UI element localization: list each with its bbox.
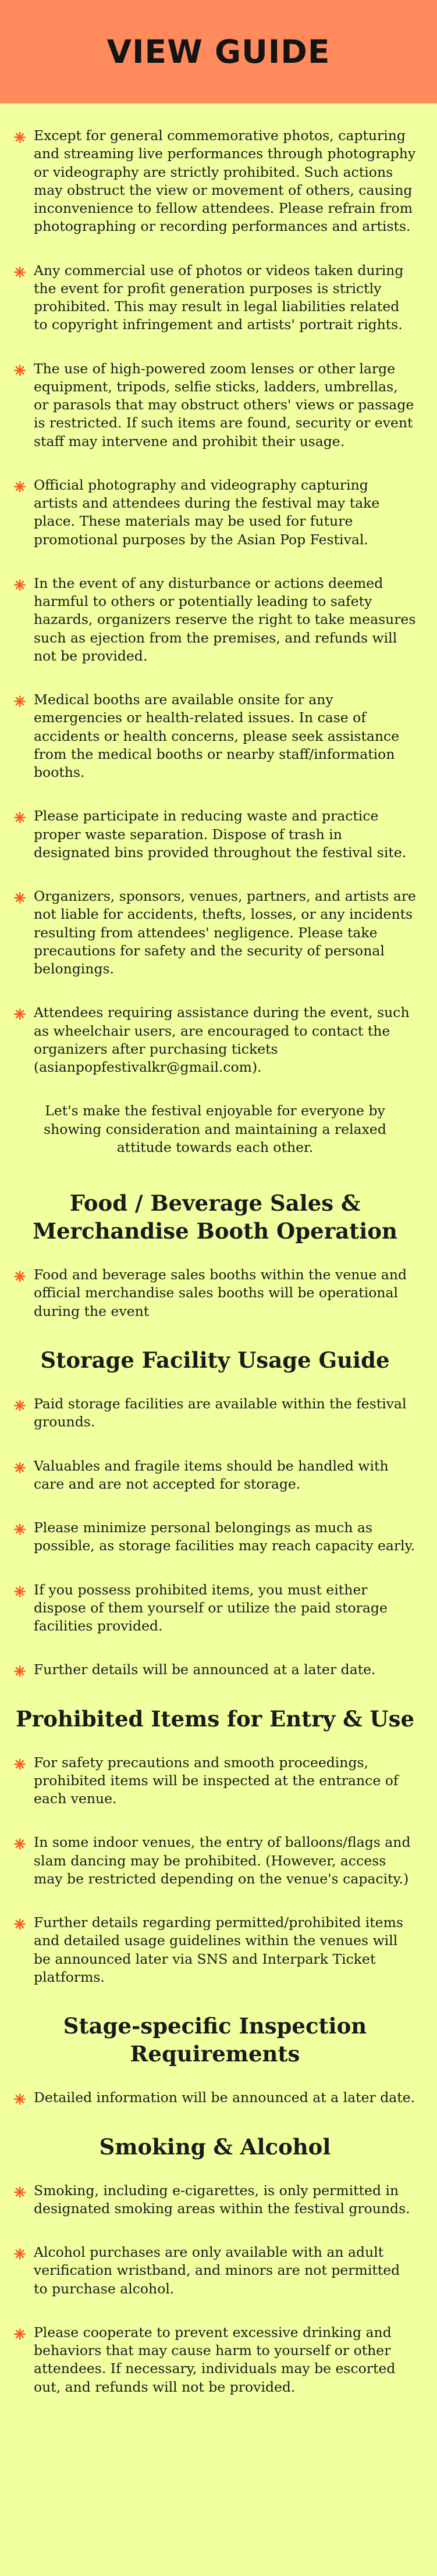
list-item-text: For safety precautions and smooth proceedings, prohibited items will be inspected at the entrance of each venue. bbox=[34, 1754, 399, 1807]
list-item-text: Please cooperate to prevent excessive drinking and behaviors that may cause harm to yourself or other attendees. If necessary, individuals may be escorted out, and refunds will not be provided. bbox=[34, 2324, 396, 2395]
closing-message: Let's make the festival enjoyable for everyone by showing consideration and maintaining a relaxed attitude towards each other. bbox=[44, 1103, 386, 1155]
section-list bbox=[14, 1395, 416, 1679]
list-item bbox=[14, 575, 416, 665]
section-list bbox=[14, 2182, 416, 2396]
list-item bbox=[14, 1754, 416, 1808]
list-item-text: In the event of any disturbance or actions deemed harmful to others or potentially leading to safety hazards, organizers reserve the right to take measures such as ejection from the premises, and refunds will not be provided. bbox=[34, 575, 416, 664]
list-item-text: Attendees requiring assistance during the event, such as wheelchair users, are encouraged to contact the organizers after purchasing tickets (asianpopfestivalkr@gmail.com). bbox=[34, 1004, 410, 1075]
list-item bbox=[14, 127, 416, 236]
section-heading: Storage Facility Usage Guide bbox=[40, 1347, 390, 1373]
asterisk-flower-icon bbox=[14, 2093, 26, 2105]
asterisk-flower-icon bbox=[14, 1008, 26, 1020]
list-item-text: Except for general commemorative photos, capturing and streaming live performances through photography or videography are strictly prohibited. Such actions may obstruct the view or movement of others, causing inconvenience to fellow attendees. Please refrain from photographing or recording performances and artists. bbox=[34, 127, 416, 235]
list-item bbox=[14, 2243, 416, 2298]
section-list bbox=[14, 1754, 416, 1987]
guide-section bbox=[14, 2133, 416, 2396]
list-item-text: Official photography and videography capturing artists and attendees during the festival may take place. These materials may be used for future promotional purposes by the Asian Pop Festival. bbox=[34, 476, 380, 548]
list-item-text: Any commercial use of photos or videos taken during the event for profit generation purposes is strictly prohibited. This may result in legal liabilities related to copyright infringement and artists' portrait rights. bbox=[34, 262, 404, 333]
list-item-text: Further details regarding permitted/prohibited items and detailed usage guidelines within the venues will be announced later via SNS and Interpark Ticket platforms. bbox=[34, 1914, 403, 1985]
list-item bbox=[14, 1914, 416, 1986]
list-item bbox=[14, 1004, 416, 1076]
asterisk-flower-icon bbox=[14, 1665, 26, 1677]
section-heading: Smoking & Alcohol bbox=[99, 2133, 331, 2160]
guide-section bbox=[14, 2012, 416, 2107]
list-item bbox=[14, 262, 416, 334]
asterisk-flower-icon bbox=[14, 812, 26, 823]
list-item bbox=[14, 1266, 416, 1321]
view-guide-list bbox=[14, 127, 416, 1076]
list-item bbox=[14, 691, 416, 782]
asterisk-flower-icon bbox=[14, 266, 26, 278]
list-item-text: Alcohol purchases are only available with an adult verification wristband, and minors are not permitted to purchase alcohol. bbox=[34, 2244, 400, 2297]
asterisk-flower-icon bbox=[14, 695, 26, 707]
list-item-text: Valuables and fragile items should be handled with care and are not accepted for storage. bbox=[34, 1457, 389, 1492]
asterisk-flower-icon bbox=[14, 1586, 26, 1597]
list-item-text: Paid storage facilities are available within the festival grounds. bbox=[34, 1396, 407, 1430]
list-item-text: The use of high-powered zoom lenses or other large equipment, tripods, selfie sticks, ladders, umbrellas, or parasols that may obstruct others' views or passage is restricted. If such items are found, security or event staff may intervene and prohibit their usage. bbox=[34, 360, 414, 449]
guide-section bbox=[14, 1346, 416, 1679]
list-item-text: In some indoor venues, the entry of balloons/flags and slam dancing may be prohibited. (However, access may be restricted depending on the venue's capacity.) bbox=[34, 1834, 411, 1887]
list-item-text: Further details will be announced at a later date. bbox=[34, 1661, 376, 1678]
list-item-text: If you possess prohibited items, you must either dispose of them yourself or utilize the paid storage facilities provided. bbox=[34, 1581, 388, 1635]
guide-sections bbox=[14, 1189, 416, 2396]
asterisk-flower-icon bbox=[14, 1271, 26, 1282]
guide-content bbox=[0, 104, 437, 2396]
list-item-text: Please minimize personal belongings as much as possible, as storage facilities may reach capacity early. bbox=[34, 1519, 415, 1554]
list-item-text: Smoking, including e-cigarettes, is only permitted in designated smoking areas within the festival grounds. bbox=[34, 2182, 410, 2217]
list-item bbox=[14, 1457, 416, 1494]
list-item bbox=[14, 360, 416, 451]
list-item bbox=[14, 1661, 416, 1679]
list-item bbox=[14, 887, 416, 978]
page-title: VIEW GUIDE bbox=[106, 33, 331, 70]
list-item bbox=[14, 476, 416, 549]
list-item bbox=[14, 2324, 416, 2396]
list-item-text: Please participate in reducing waste and practice proper waste separation. Dispose of trash in designated bins provided throughout the festival site. bbox=[34, 808, 407, 861]
list-item-text: Organizers, sponsors, venues, partners, and artists are not liable for accidents, thefts, losses, or any incidents resulting from attendees' negligence. Please take precautions for safety and the security of personal belongings. bbox=[34, 888, 416, 977]
asterisk-flower-icon bbox=[14, 1400, 26, 1411]
list-item-text: Medical booths are available onsite for any emergencies or health-related issues. In case of accidents or health concerns, please seek assistance from the medical booths or nearby staff/information booths. bbox=[34, 691, 400, 780]
guide-section bbox=[14, 1705, 416, 1987]
section-heading: Food / Beverage Sales & Merchandise Booth Operation bbox=[33, 1190, 397, 1244]
list-item bbox=[14, 1581, 416, 1636]
asterisk-flower-icon bbox=[14, 2248, 26, 2260]
list-item bbox=[14, 1519, 416, 1555]
list-item bbox=[14, 2089, 416, 2107]
section-heading: Stage-specific Inspection Requirements bbox=[63, 2013, 367, 2067]
list-item bbox=[14, 2182, 416, 2218]
asterisk-flower-icon bbox=[14, 131, 26, 143]
section-list bbox=[14, 2089, 416, 2107]
list-item-text: Food and beverage sales booths within the venue and official merchandise sales booths will be operational during the event bbox=[34, 1266, 407, 1319]
list-item-text: Detailed information will be announced at a later date. bbox=[34, 2089, 415, 2106]
list-item bbox=[14, 1395, 416, 1432]
asterisk-flower-icon bbox=[14, 1838, 26, 1850]
asterisk-flower-icon bbox=[14, 365, 26, 376]
page-header bbox=[0, 0, 437, 104]
section-list bbox=[14, 1266, 416, 1321]
section-heading: Prohibited Items for Entry & Use bbox=[15, 1706, 415, 1732]
list-item bbox=[14, 807, 416, 862]
asterisk-flower-icon bbox=[14, 1462, 26, 1473]
asterisk-flower-icon bbox=[14, 2328, 26, 2340]
guide-section bbox=[14, 1189, 416, 1321]
asterisk-flower-icon bbox=[14, 481, 26, 493]
asterisk-flower-icon bbox=[14, 1758, 26, 1770]
asterisk-flower-icon bbox=[14, 2186, 26, 2198]
list-item bbox=[14, 1833, 416, 1888]
asterisk-flower-icon bbox=[14, 1524, 26, 1535]
asterisk-flower-icon bbox=[14, 892, 26, 904]
asterisk-flower-icon bbox=[14, 579, 26, 591]
asterisk-flower-icon bbox=[14, 1918, 26, 1930]
